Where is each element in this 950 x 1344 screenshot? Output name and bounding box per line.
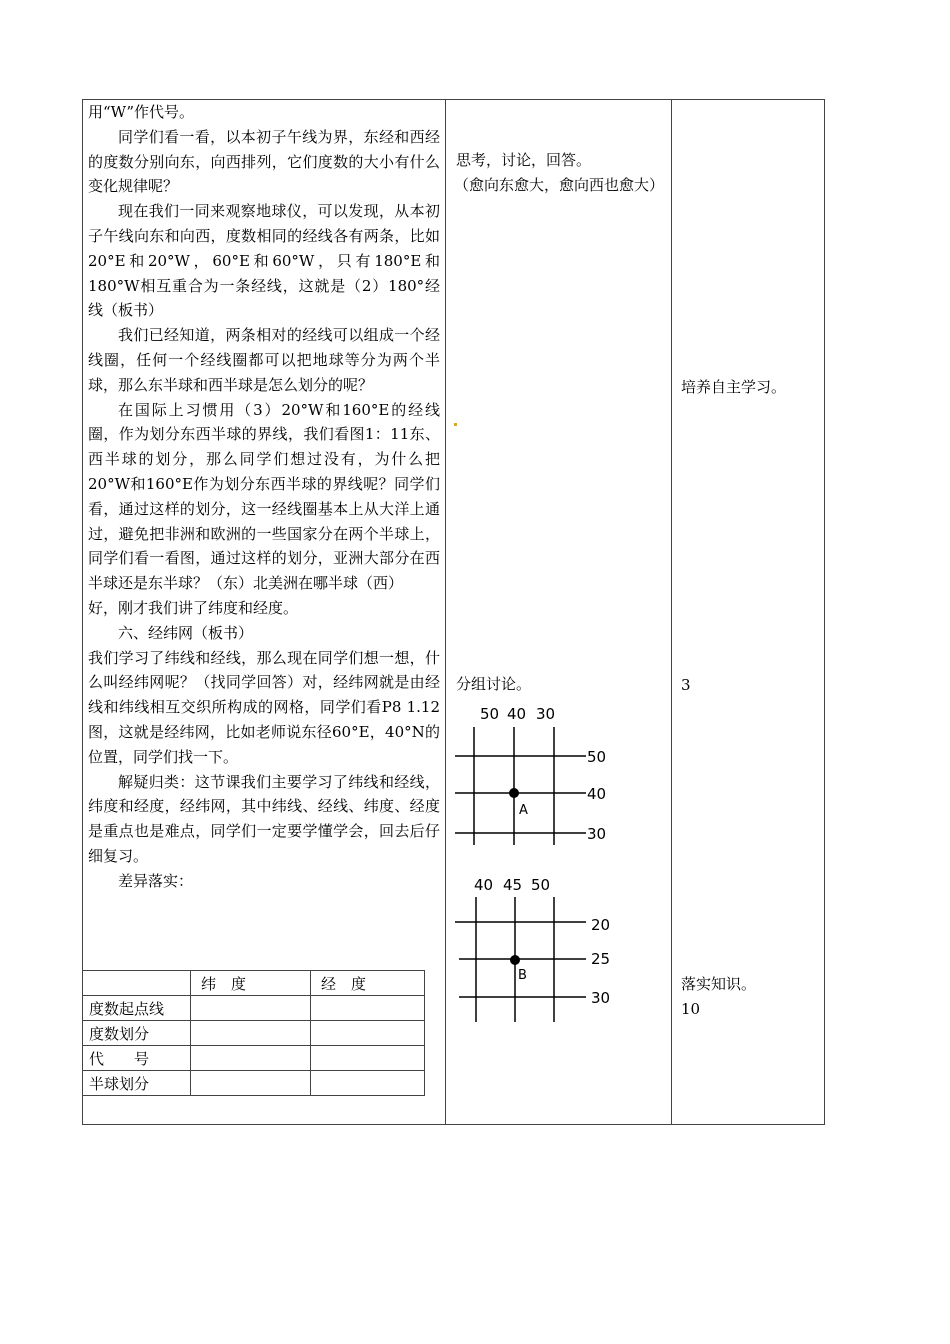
grid-top-label: 40 — [507, 705, 527, 723]
table-cell — [311, 996, 425, 1021]
table-cell — [191, 996, 311, 1021]
time-minutes-2: 10 — [681, 1000, 701, 1018]
paragraph: 我们学习了纬线和经线，那么现在同学们想一想，什么叫经纬网呢？（找同学回答）对，经纬网就是由经线和纬线相互交织所构成的网格，同学们看P8 1.12图，这就是经纬网，比如老师说东径60°E，40°N的位置，同学们找一下。 — [88, 648, 440, 766]
teaching-content-column — [88, 100, 440, 894]
paragraph: 在国际上习惯用（3）20°W和160°E的经线圈，作为划分东西半球的界线，我们看图1：11东、西半球的划分，那么同学们想过没有，为什么把20°W和160°E作为划分东西半球的界线呢？同学们看，通过这样的划分，这一经线圈基本上从大洋上通过，避免把非洲和欧洲的一些国家分在两个半球上，同学们看一看图，通过这样的划分，亚洲大部分在西半球还是东半球？（东）北美洲在哪半球（西） — [88, 400, 440, 593]
row-label: 代 号 — [83, 1046, 191, 1071]
student-activity-2: 分组讨论。 — [456, 675, 532, 693]
table-header: 纬 度 — [191, 971, 311, 996]
paragraph: 用“W”作代号。 — [88, 103, 195, 121]
paragraph: 现在我们一同来观察地球仪，可以发现，从本初子午线向东和向西，度数相同的经线各有两条，比如20°E和20°W，60°E和60°W，只有180°E和180°W相互重合为一条经线，这就是（2）180°经线（板书） — [88, 202, 440, 320]
point-b-marker — [510, 955, 520, 965]
latlong-grid-a — [450, 700, 620, 850]
grid-right-label: 30 — [591, 989, 611, 1007]
paragraph: 差异落实： — [118, 871, 194, 890]
grid-right-label: 50 — [587, 748, 607, 766]
grid-top-label: 50 — [480, 705, 500, 723]
column-divider-1 — [445, 99, 446, 1125]
grid-right-label: 30 — [587, 825, 607, 843]
table-header-row — [83, 971, 425, 996]
grid-top-label: 45 — [503, 876, 523, 894]
paragraph: 解疑归类：这节课我们主要学习了纬线和经线，纬度和经度，经纬网，其中纬线、经线、纬度、经度是重点也是难点，同学们一定要学懂学会，回去后仔细复习。 — [88, 772, 440, 865]
paragraph: 好，刚才我们讲了纬度和经度。 — [88, 598, 299, 617]
grid-top-label: 50 — [531, 876, 551, 894]
latlong-grid-b — [450, 872, 620, 1027]
grid-right-label: 40 — [587, 785, 607, 803]
row-label: 度数划分 — [83, 1021, 191, 1046]
table-row — [83, 1046, 425, 1071]
grid-top-label: 30 — [536, 705, 556, 723]
point-label: A — [519, 803, 528, 818]
student-activity-1: 思考，讨论，回答。 — [456, 151, 592, 169]
point-label: B — [518, 968, 527, 983]
point-a-marker — [509, 788, 519, 798]
section-heading: 六、经纬网（板书） — [118, 623, 254, 642]
student-answer-1: （愈向东愈大，愈向西也愈大） — [454, 176, 665, 194]
table-row — [83, 1071, 425, 1096]
table-cell — [311, 1021, 425, 1046]
table-cell — [191, 1046, 311, 1071]
design-intent-2: 落实知识。 — [681, 975, 757, 993]
table-row — [83, 1021, 425, 1046]
table-header: 经 度 — [311, 971, 425, 996]
grid-right-label: 25 — [591, 950, 611, 968]
stray-mark — [454, 423, 457, 426]
table-cell — [311, 1071, 425, 1096]
table-cell — [83, 971, 191, 996]
table-row — [83, 996, 425, 1021]
column-divider-2 — [671, 99, 672, 1125]
grid-right-label: 20 — [591, 916, 611, 934]
row-label: 度数起点线 — [83, 996, 191, 1021]
time-minutes-1: 3 — [681, 676, 691, 694]
table-cell — [191, 1071, 311, 1096]
design-intent-1: 培养自主学习。 — [681, 378, 787, 396]
table-cell — [311, 1046, 425, 1071]
paragraph: 同学们看一看，以本初子午线为界，东经和西经的度数分别向东，向西排列，它们度数的大小有什么变化规律呢？ — [88, 127, 440, 196]
grid-top-label: 40 — [474, 876, 494, 894]
paragraph: 我们已经知道，两条相对的经线可以组成一个经线圈，任何一个经线圈都可以把地球等分为两个半球，那么东半球和西半球是怎么划分的呢？ — [88, 326, 440, 394]
table-cell — [191, 1021, 311, 1046]
summary-table — [82, 970, 425, 1096]
row-label: 半球划分 — [83, 1071, 191, 1096]
